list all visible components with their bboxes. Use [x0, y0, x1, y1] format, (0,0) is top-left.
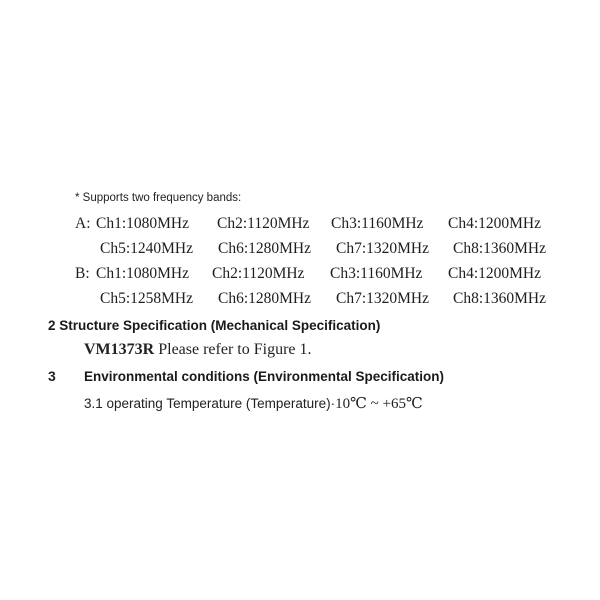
band-a-row-1 [0, 215, 600, 237]
band-a-ch3: Ch3:1160MHz [331, 215, 424, 232]
band-b-ch4: Ch4:1200MHz [448, 265, 541, 282]
band-a-row-2 [0, 240, 600, 262]
band-a-ch1: Ch1:1080MHz [96, 215, 189, 232]
band-a-ch2: Ch2:1120MHz [217, 215, 310, 232]
band-b-ch2: Ch2:1120MHz [212, 265, 305, 282]
band-b-ch8: Ch8:1360MHz [453, 290, 546, 307]
band-a-ch8: Ch8:1360MHz [453, 240, 546, 257]
temperature-range: 10℃ ~ +65℃ [335, 396, 423, 412]
model-reference-text: Please refer to Figure 1. [154, 341, 312, 358]
band-a-ch4: Ch4:1200MHz [448, 215, 541, 232]
section-3-number: 3 [48, 368, 56, 384]
section-3-heading: Environmental conditions (Environmental Specification) [84, 369, 445, 384]
band-b-ch3: Ch3:1160MHz [330, 265, 423, 282]
band-b-ch1: Ch1:1080MHz [96, 265, 189, 282]
band-b-row-2 [0, 290, 600, 312]
band-b-label: B: [75, 265, 90, 282]
band-b-row-1 [0, 265, 600, 287]
operating-temperature-label: 3.1 operating Temperature (Temperature)· [84, 396, 336, 411]
band-a-ch7: Ch7:1320MHz [336, 240, 429, 257]
band-b-ch7: Ch7:1320MHz [336, 290, 429, 307]
model-number: VM1373R [84, 341, 155, 358]
band-a-label: A: [75, 215, 91, 232]
frequency-bands-note: * Supports two frequency bands: [75, 192, 242, 204]
band-b-ch6: Ch6:1280MHz [218, 290, 311, 307]
operating-temperature [84, 394, 423, 413]
model-reference [84, 341, 312, 359]
section-2-heading: 2 Structure Specification (Mechanical Specification) [48, 318, 381, 333]
band-b-ch5: Ch5:1258MHz [100, 290, 193, 307]
band-a-ch5: Ch5:1240MHz [100, 240, 193, 257]
band-a-ch6: Ch6:1280MHz [218, 240, 311, 257]
